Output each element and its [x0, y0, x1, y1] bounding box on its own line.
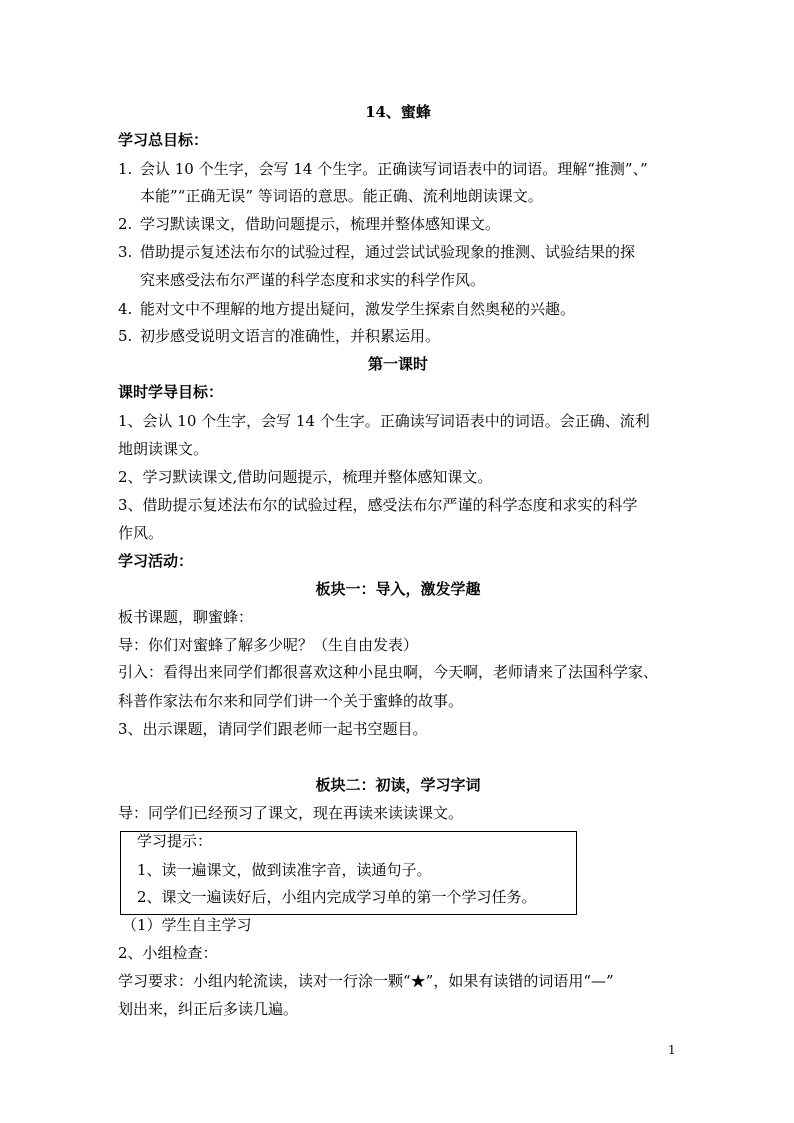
goal-text: 会认 10 个生字，会写 14 个生字。正确读写词语表中的词语。理解“推测”、” — [140, 160, 648, 178]
requirement-line-2: 划出来，纠正后多读几遍。 — [118, 1000, 299, 1018]
goal-text: 借助提示复述法布尔的试验过程，通过尝试试验现象的推测、试验结果的探 — [140, 243, 636, 261]
block1-line-3: 引入：看得出来同学们都很喜欢这种小昆虫啊，今天啊，老师请来了法国科学家、 — [118, 663, 659, 681]
block1-line-5: 3、出示课题，请同学们跟老师一起书空题目。 — [118, 720, 428, 738]
goal-number: 1. — [118, 160, 133, 178]
group-check-line: 2、小组检查： — [118, 944, 218, 962]
goal-text: 学习默读课文，借助问题提示，梳理并整体感知课文。 — [140, 215, 501, 233]
block1-line-2: 导：你们对蜜蜂了解多少呢？（生自由发表） — [118, 636, 419, 654]
lesson-goal-1-cont: 地朗读课文。 — [118, 440, 209, 458]
goal-number: 3. — [118, 243, 133, 261]
lesson-goal-3-cont: 作风。 — [118, 524, 164, 542]
block1-title: 板块一：导入，激发学趣 — [315, 580, 481, 598]
requirement-line-1: 学习要求：小组内轮流读，读对一行涂一颗“★”，如果有读错的词语用“—” — [118, 972, 614, 990]
study-tip-box — [120, 831, 577, 915]
goal-item-1-cont: 本能”“正确无误” 等词语的意思。能正确、流利地朗读课文。 — [140, 187, 543, 205]
lesson1-title: 第一课时 — [367, 355, 428, 373]
lesson-goals-heading: 课时学导目标： — [118, 383, 224, 401]
goal-item-3-cont: 究来感受法布尔严谨的科学态度和求实的科学作风。 — [140, 271, 486, 289]
page-number: 1 — [668, 1043, 676, 1057]
tip-heading: 学习提示： — [137, 832, 213, 850]
block1-line-1: 板书课题，聊蜜蜂： — [118, 608, 254, 626]
lesson-title: 14、蜜蜂 — [365, 103, 431, 121]
goal-text: 初步感受说明文语言的准确性，并积累运用。 — [140, 327, 441, 345]
goal-text: 能对文中不理解的地方提出疑问，激发学生探索自然奥秘的兴趣。 — [140, 300, 576, 318]
block2-title: 板块二：初读，学习字词 — [315, 776, 481, 794]
block1-line-4: 科普作家法布尔来和同学们讲一个关于蜜蜂的故事。 — [118, 692, 464, 710]
lesson-goal-1: 1、会认 10 个生字，会写 14 个生字。正确读写词语表中的词语。会正确、流利 — [118, 412, 650, 430]
goal-number: 5. — [118, 327, 133, 345]
overall-goals-heading: 学习总目标： — [118, 131, 209, 149]
goal-number: 4. — [118, 300, 133, 318]
block2-intro: 导：同学们已经预习了课文，现在再读来读读课文。 — [118, 804, 464, 822]
lesson-goal-2: 2、学习默读课文,借助问题提示，梳理并整体感知课文。 — [118, 468, 493, 486]
activities-heading: 学习活动： — [118, 552, 194, 570]
tip-item-2: 2、课文一遍读好后，小组内完成学习单的第一个学习任务。 — [137, 888, 537, 906]
tip-item-1: 1、读一遍课文，做到读准字音，读通句子。 — [137, 861, 432, 879]
lesson-goal-3: 3、借助提示复述法布尔的试验过程，感受法布尔严谨的科学态度和求实的科学 — [118, 496, 638, 514]
self-study-line: （1）学生自主学习 — [122, 916, 252, 934]
goal-number: 2. — [118, 215, 133, 233]
